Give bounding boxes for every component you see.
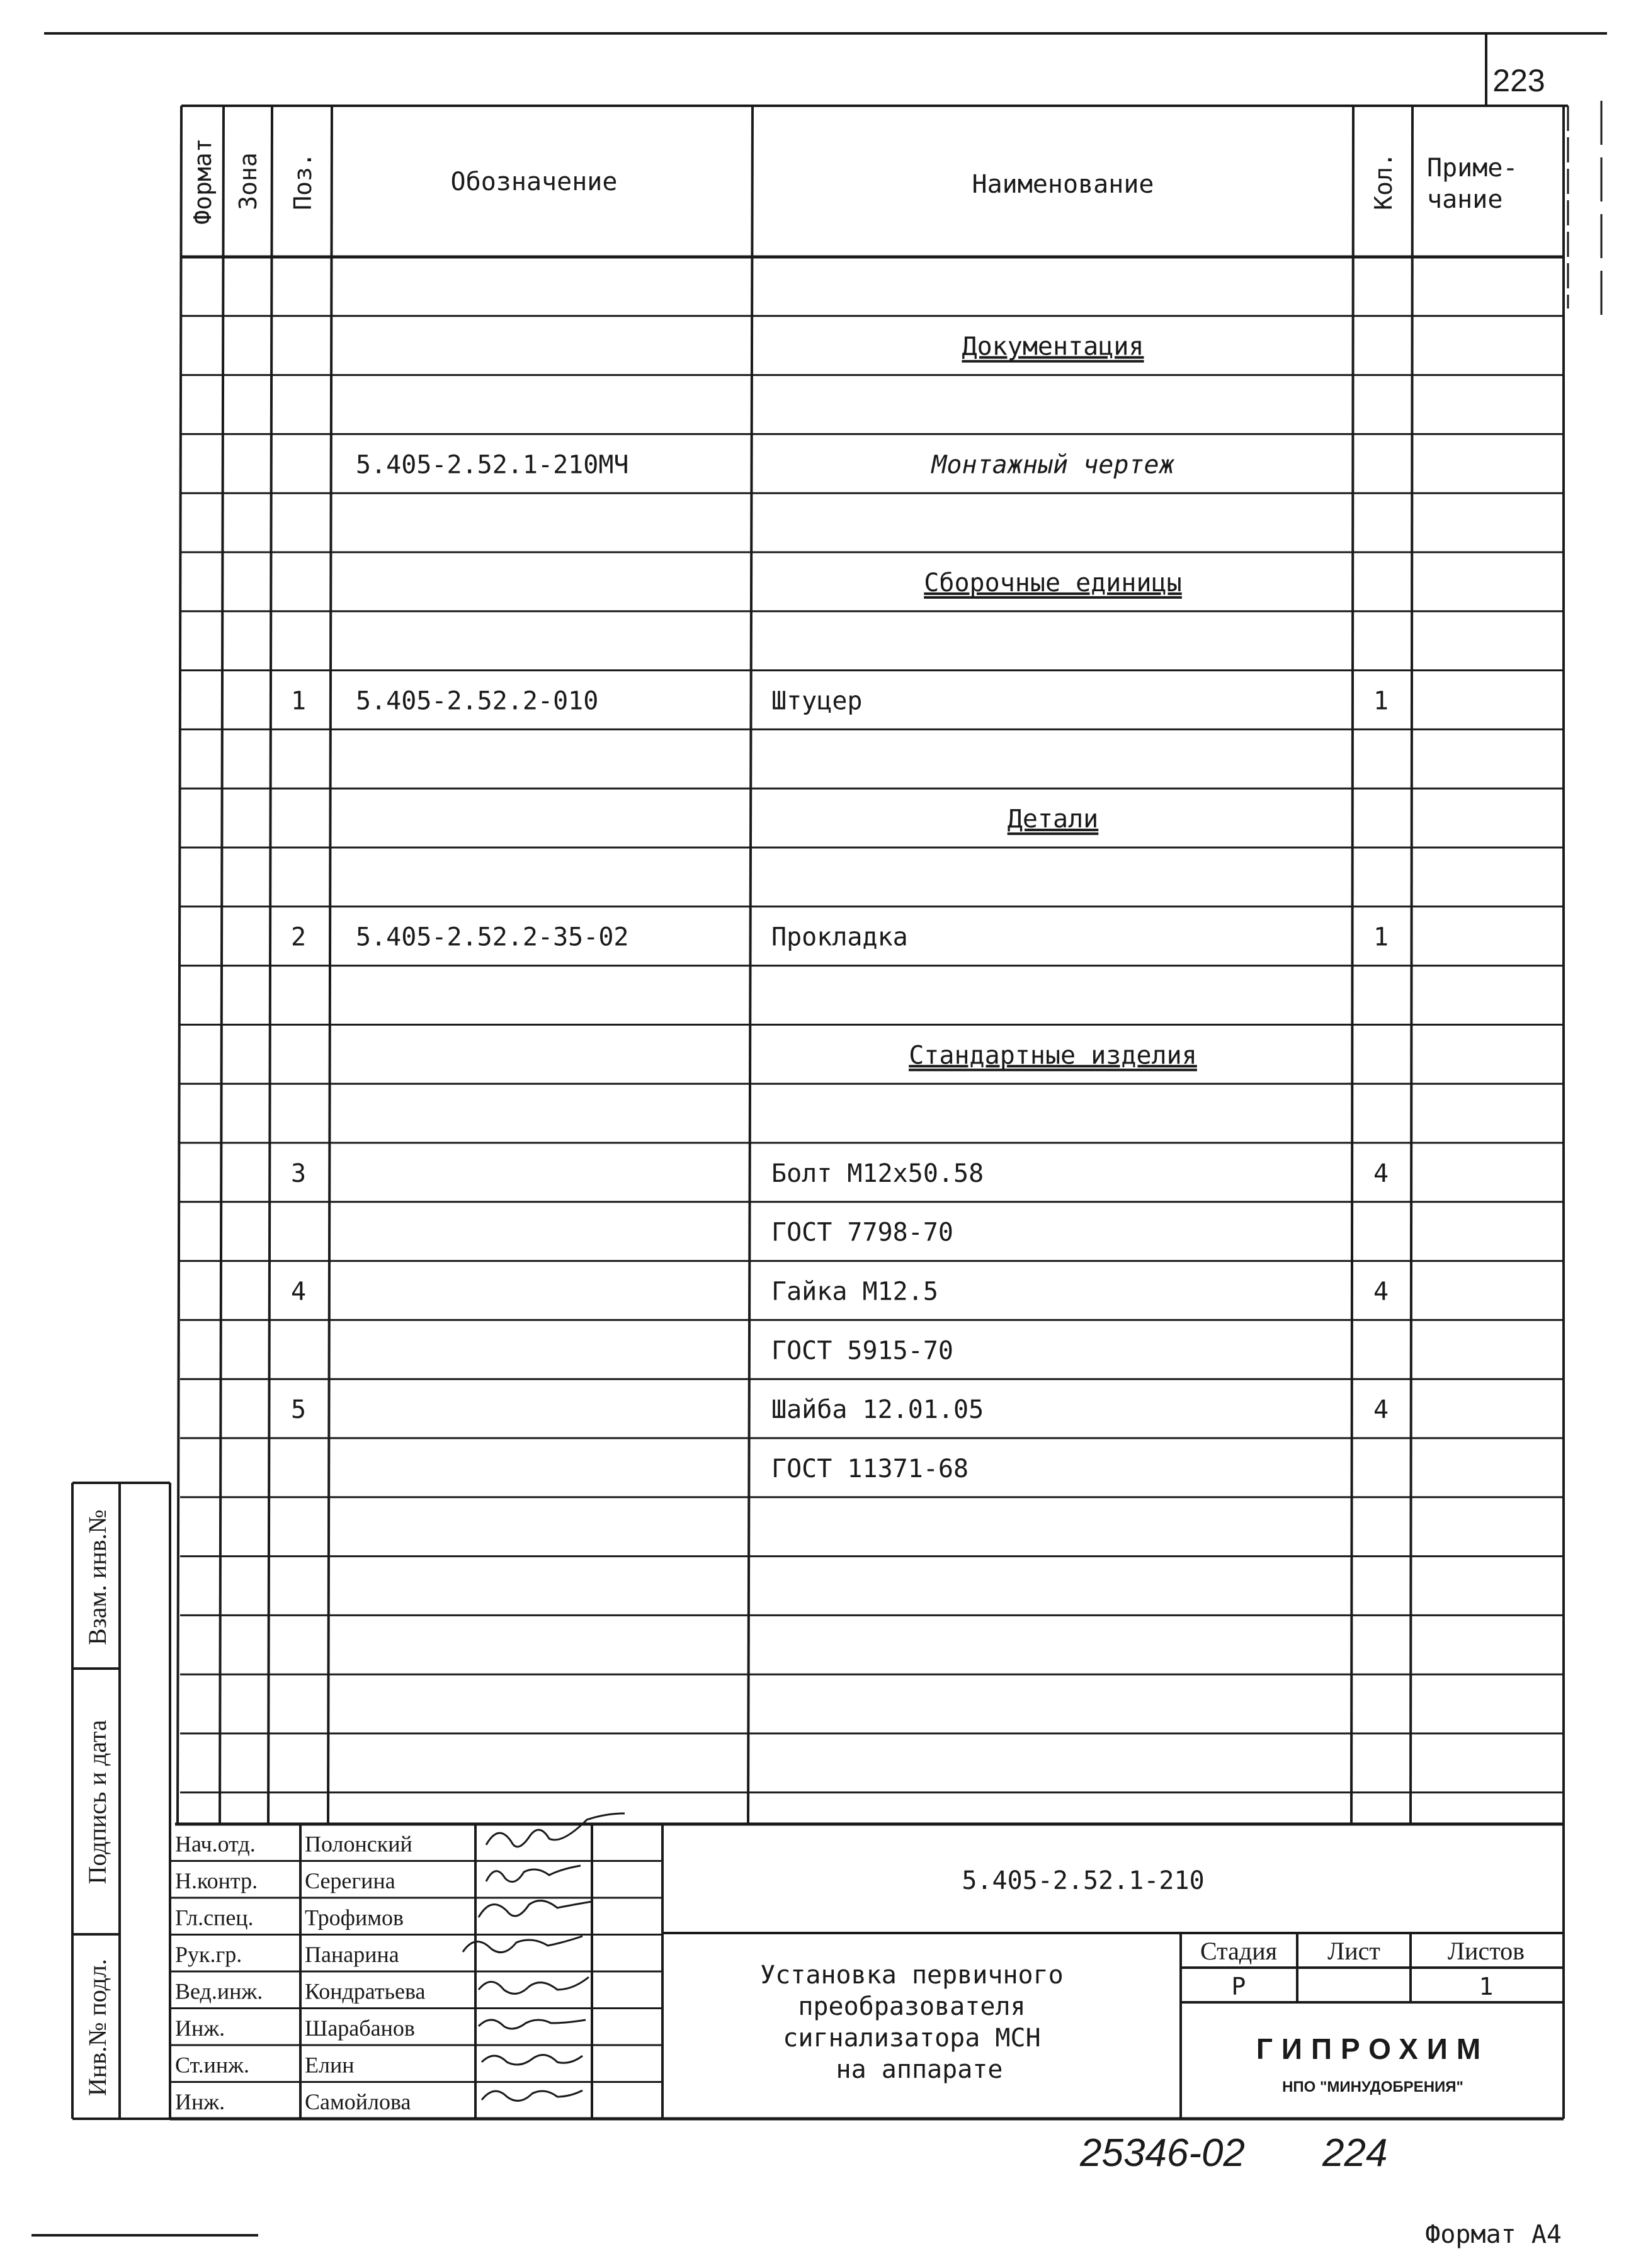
title-line-2: преобразователя: [798, 1992, 1026, 2021]
signatory-name: Серегина: [305, 1868, 395, 1893]
signatory-role: Ст.инж.: [175, 2052, 249, 2078]
header-designation: Обозначение: [450, 167, 618, 196]
archive-page-number: 224: [1322, 2131, 1388, 2175]
label-inv-original: Инв.№ подл.: [83, 1959, 111, 2096]
row-position: 5: [290, 1395, 307, 1425]
label-inv-replacement: Взам. инв.№: [83, 1509, 111, 1645]
sheet-number: 223: [1492, 63, 1545, 98]
row-section-title: Сборочные единицы: [924, 568, 1182, 598]
row-designation: 5.405-2.52.1-210МЧ: [356, 450, 629, 480]
row-name: Болт М12х50.58: [771, 1159, 984, 1188]
row-designation: 5.405-2.52.2-010: [356, 686, 599, 716]
row-section-title: Документация: [962, 332, 1144, 361]
row-name: Прокладка: [771, 922, 908, 952]
signatory-role: Гл.спец.: [175, 1905, 254, 1931]
row-name: ГОСТ 11371-68: [771, 1454, 969, 1483]
row-name: Шайба 12.01.05: [771, 1395, 984, 1425]
signatory-role: Инж.: [175, 2089, 225, 2114]
signatory-role: Вед.инж.: [175, 1978, 263, 2004]
row-quantity: 4: [1373, 1395, 1389, 1425]
row-quantity: 4: [1373, 1277, 1389, 1307]
header-name: Наименование: [972, 170, 1154, 199]
row-quantity: 1: [1373, 686, 1389, 716]
signatory-name: Полонский: [305, 1831, 412, 1857]
stage-value: Р: [1231, 1973, 1246, 2000]
row-name: Штуцер: [771, 686, 863, 716]
header-note-line2: чание: [1427, 185, 1503, 214]
signatory-role: Нач.отд.: [175, 1831, 256, 1857]
organization-subtitle: НПО "МИНУДОБРЕНИЯ": [1282, 2078, 1463, 2095]
row-quantity: 4: [1373, 1159, 1389, 1188]
signatory-name: Трофимов: [305, 1905, 404, 1931]
row-position: 4: [290, 1277, 307, 1307]
signatory-name: Шарабанов: [305, 2015, 415, 2041]
signatory-row-lines: [170, 1861, 662, 2082]
row-position: 1: [290, 686, 307, 716]
stage-label: Стадия: [1200, 1937, 1278, 1965]
document-title: [760, 1961, 1079, 2084]
sheets-label: Листов: [1447, 1937, 1525, 1965]
row-name: ГОСТ 5915-70: [771, 1336, 953, 1366]
table-rows: [291, 332, 1389, 1483]
document-code: 5.405-2.52.1-210: [962, 1866, 1205, 1895]
format-label: Формат А4: [1425, 2220, 1562, 2249]
table-row-lines: [180, 316, 1564, 1793]
signatory-role: Н.контр.: [175, 1868, 258, 1893]
header-qty: Кол.: [1370, 152, 1397, 210]
row-name: Монтажный чертеж: [931, 450, 1174, 480]
organization-name: ГИПРОХИМ: [1256, 2033, 1490, 2065]
row-name: Гайка М12.5: [771, 1277, 938, 1307]
row-section-title: Детали: [1007, 805, 1099, 834]
archive-number: [1079, 2131, 1387, 2175]
signatory-role: Рук.гр.: [175, 1941, 242, 1967]
header-pos: Поз.: [289, 152, 317, 210]
row-name: ГОСТ 7798-70: [771, 1218, 953, 1247]
row-position: 3: [290, 1159, 307, 1188]
row-position: 2: [290, 922, 307, 952]
header-note-line1: Приме-: [1427, 154, 1518, 183]
title-line-1: Установка первичного: [760, 1961, 1064, 1990]
signatory-name: Панарина: [305, 1941, 399, 1967]
row-quantity: 1: [1373, 922, 1389, 952]
sheets-value: 1: [1479, 1973, 1494, 2000]
row-designation: 5.405-2.52.2-35-02: [356, 922, 629, 952]
header-note: [1427, 154, 1533, 214]
title-line-3: сигнализатора МСН: [783, 2024, 1041, 2053]
row-section-title: Стандартные изделия: [909, 1041, 1197, 1070]
label-sign-date: Подпись и дата: [83, 1720, 111, 1885]
signatory-name: Кондратьева: [305, 1978, 426, 2004]
table-header: [189, 138, 1533, 224]
header-format: Формат: [189, 138, 217, 225]
signatory-name: Самойлова: [305, 2089, 411, 2114]
signatory-name: Елин: [305, 2052, 355, 2078]
header-zone: Зона: [234, 152, 262, 210]
archive-number-code: 25346-02: [1080, 2131, 1246, 2175]
handwritten-signatures: [463, 1813, 625, 2101]
sheet-label: Лист: [1327, 1937, 1380, 1965]
title-line-4: на аппарате: [836, 2055, 1003, 2084]
signatory-role: Инж.: [175, 2015, 225, 2041]
